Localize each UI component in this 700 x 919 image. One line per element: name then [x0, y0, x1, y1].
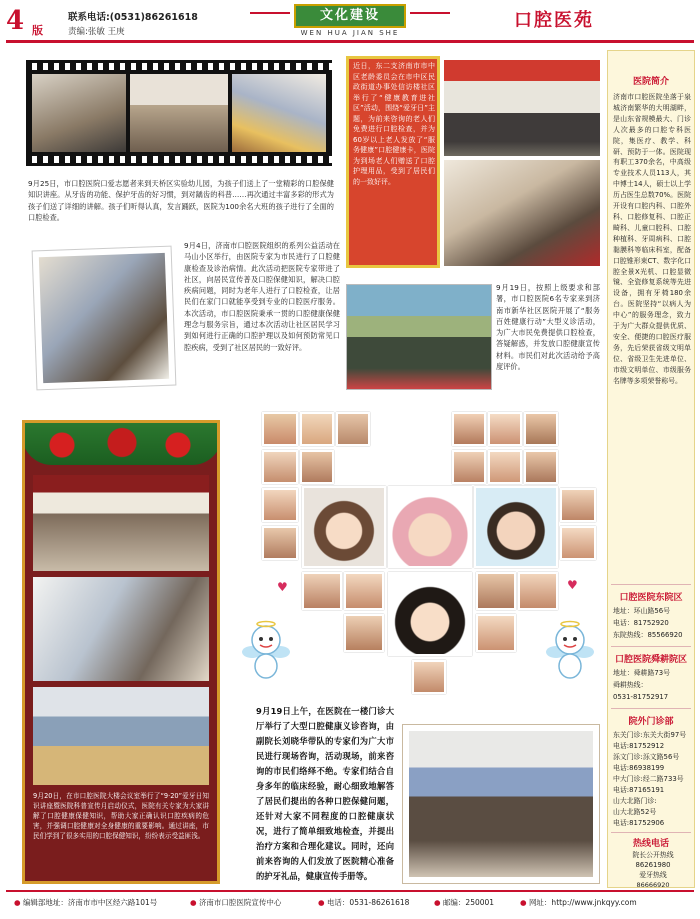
kid-photo [488, 450, 522, 484]
heart-icon: ♥ [277, 580, 288, 594]
kid-photo [476, 572, 516, 610]
footer-sponsor-text: 济南市口腔医院宣传中心 [198, 898, 282, 907]
bullet-icon: ● [520, 898, 527, 907]
east-campus-address: 地址：环山路56号 [613, 607, 671, 615]
section-title: 文化建设 [294, 4, 406, 28]
bullet-icon: ● [318, 898, 325, 907]
film-perforation-top [26, 63, 332, 70]
kid-photo [452, 412, 486, 446]
shungeng-hotline-label: 舜耕热线： [613, 681, 648, 689]
angel-tooth-mascot-left-icon [240, 618, 292, 684]
kid-portrait-large [302, 486, 386, 568]
clinic-line: 电话:81752906 [613, 819, 665, 827]
angel-tooth-mascot-right-icon [544, 618, 596, 684]
kid-photo [302, 572, 342, 610]
footer-rule [6, 890, 694, 892]
bullet-icon: ● [434, 898, 441, 907]
clinic-line: 中大门诊:经二路733号 [613, 775, 684, 783]
footer-site-link[interactable]: 网址：http://www.jnkqyy.com [528, 898, 637, 907]
kid-photo [488, 412, 522, 446]
footer-post-text: 邮编：250001 [442, 898, 495, 907]
consult-hall-photo [409, 731, 593, 877]
hotline-line: 86261980 [635, 861, 671, 869]
clinic-line: 山大北路门诊: [613, 797, 657, 805]
community-photo-image [39, 253, 169, 383]
service-lecture-photo [33, 475, 209, 571]
kid-portrait-large [388, 486, 472, 568]
kid-photo [560, 488, 596, 522]
footer-address [14, 897, 157, 908]
kid-photo [412, 660, 446, 694]
sidebar-divider [611, 646, 691, 647]
smile-kids-mosaic [232, 410, 602, 700]
clinic-line: 东关门诊:东关大街97号 [613, 731, 687, 739]
east-article-frame [346, 56, 440, 268]
east-campus-hotline: 东院热线：85566920 [613, 631, 683, 639]
header-rule [6, 40, 694, 43]
clinic-line: 电话:86938199 [613, 764, 665, 772]
kid-photo [336, 412, 370, 446]
elderly-checkup-photo [346, 284, 492, 390]
footer-site[interactable] [520, 897, 637, 908]
kid-photo [262, 488, 298, 522]
kid-photo [300, 450, 334, 484]
clinic-line: 山大北路52号 [613, 808, 657, 816]
footer-tel [318, 897, 409, 908]
shungeng-campus-address: 地址：舜耕路73号 [613, 669, 671, 677]
east-article: 近日，东二支济南市市中区老龄委员会在市中区民政街道办事处信访楼社区举行了“健康教育进社区”活动，围绕“爱牙日”主题，为前来咨询的老人们免费进行口腔检查，并为60岁以上老人发放了“服务健康”口腔健康卡，医院为到场老人们赠送了口腔护理用品，受到了居民们的一致好评。 [353, 62, 435, 186]
east-campus-title: 口腔医院东院区 [619, 593, 683, 603]
kid-photo [300, 412, 334, 446]
shungeng-hotline-number: 0531-81752917 [613, 693, 669, 701]
page-number-suffix: 版 [32, 24, 43, 37]
footer-tel-text: 电话：0531-86261618 [326, 898, 410, 907]
kid-photo [560, 526, 596, 560]
kid-photo [344, 614, 384, 652]
kid-photo [262, 450, 298, 484]
film-perforation-bottom [26, 156, 332, 163]
elderly-article: 9月19日，按照上级要求和部署，市口腔医院6名专家来到济南市新华社区医院开展了“服务百姓健康行动”大型义诊活动，为广大市民免费提供口腔检查，答疑解惑，并发放口腔健康宣传材料。市民们对此次活动给予高度评价。 [496, 283, 600, 372]
service-group-photo [33, 687, 209, 785]
kindergarten-photo-1 [32, 74, 126, 152]
contact-phone: 联系电话:(0531)86261618 [68, 12, 198, 23]
page-number: 4 [6, 6, 25, 36]
sidebar-intro-title: 医院简介 [632, 77, 669, 87]
hotline-line: 爱牙热线 [639, 871, 667, 879]
clinic-line: 泺文门诊:泺文路56号 [613, 753, 680, 761]
footer-address-text: 编辑部地址：济南市市中区经六路101号 [22, 898, 158, 907]
kid-photo [476, 614, 516, 652]
kid-photo [262, 526, 298, 560]
clinics-title: 院外门诊部 [628, 717, 674, 727]
service-checkup-photo [33, 577, 209, 681]
hotline-line: 86666920 [636, 881, 670, 889]
bullet-icon: ● [190, 898, 197, 907]
community-photo-tilted [32, 246, 177, 391]
kindergarten-photo-3 [232, 74, 326, 152]
clinic-line: 电话:81752912 [613, 742, 665, 750]
hotline-line: 院长公开热线 [632, 851, 674, 859]
kindergarten-article: 9月25日，市口腔医院口爱志愿者来到天桥区实验幼儿园，为孩子们送上了一堂精彩的口腔保健知识讲座。从牙齿的功能、保护牙齿的好习惯，到对龋齿的科普……再次通过丰富多彩的形式为孩子们送了详细的讲解。孩子们听得认真，发言踊跃，医院为100余名大班的孩子进行了全面的口腔检查。 [28, 179, 334, 222]
bullet-icon: ● [14, 898, 21, 907]
footer-post [434, 897, 494, 908]
kid-photo [524, 412, 558, 446]
kid-photo [524, 450, 558, 484]
kid-photo [344, 572, 384, 610]
service-article: 9月20日，在市口腔医院大楼会议室举行了“9·20”爱牙日知识讲座暨医院科普宣传月启动仪式，医院有关专家为大家讲解了口腔健康保健知识，帮助大家正确认识口腔疾病的危害，并强调口腔健康对全身健康的重要影响。通过讲座，市民们学到了很多实用的口腔保健知识，纷纷表示受益匪浅。 [33, 792, 209, 840]
editor-names: 责编:张敏 王庚 [68, 27, 125, 37]
kindergarten-filmstrip [26, 60, 332, 166]
sidebar-intro-text: 济南市口腔医院坐落于泉城济南繁华的大明湖畔，是山东省规模最大、门诊人次最多的口腔专科医院，集医疗、教学、科研、预防于一体。医院现有职工370余名，中高级专业技术人员113人，其中博士14人，硕士以上学历占医生总数70%。医院开设有口腔内科、口腔外科、口腔修复科、口腔正畸科、儿童口腔科、口腔种植科、牙周病科、口腔黏膜科等临床科室，配备口腔锥形束CT、数字化口腔全景X光机、口腔显微镜、全瓷修复系统等先进设备，拥有牙椅180余台。医院坚持“以病人为中心”的服务理念，致力于为广大群众提供优质、安全、便捷的口腔医疗服务，先后荣获省级文明单位、省级卫生先进单位、市级文明单位、市级服务名牌等多项荣誉称号。 [613, 93, 691, 385]
section-pinyin: WEN HUA JIAN SHE [300, 29, 400, 37]
service-collage-frame [22, 420, 220, 884]
community-article: 9月4日，济南市口腔医院组织的系列公益活动在马山小区举行，由医院专家为市民进行了口腔健康检查及诊治病情。此次活动把医院专家带进了社区，向居民宣传普及口腔保健知识，解决口腔疾病问题，同时为老年人进行了口腔检查，让居民们在家门口就能享受到专业的口腔医疗服务。本次活动，市口腔医院秉承一贯的口腔健康保健理念与服务宗旨，通过本次活动让社区居民学习到如何进行正确的口腔护理以及如何预防常见口腔疾病，受到了社区居民的一致好评。 [184, 241, 340, 352]
header-ornament-right [410, 12, 450, 14]
clinic-line: 电话:87165191 [613, 786, 665, 794]
east-ceremony-photo [444, 60, 600, 156]
kid-portrait-large [474, 486, 558, 568]
kid-portrait-center [388, 572, 472, 656]
consult-article: 9月19日上午，在医院在一楼门诊大厅举行了大型口腔健康义诊咨询，由副院长刘晓华带队的专家们为广大市民进行现场咨询，活动现场，前来咨询的市民们络绎不绝。专家们结合自身多年的临床经验，耐心细致地解答了居民们提出的各种口腔保健问题，还针对大家不同程度的口腔健康状况，进行了简单细致地检查，并提出治疗方案和合理化建议。同时，还向前来咨询的人们发放了医院精心准备的护牙礼品，健康宣传手册等。 [256, 706, 394, 881]
hotline-title: 热线电话 [632, 839, 669, 849]
sidebar-divider [611, 832, 691, 833]
heart-icon: ♥ [567, 578, 578, 592]
consult-photo-frame [402, 724, 600, 884]
kid-photo [518, 572, 558, 610]
header-ornament-left [250, 12, 290, 14]
kid-photo [452, 450, 486, 484]
sidebar-divider [611, 708, 691, 709]
shungeng-campus-title: 口腔医院舜耕院区 [614, 655, 687, 665]
kid-photo [262, 412, 298, 446]
footer-sponsor [190, 897, 281, 908]
brand-title: 口腔医苑 [514, 10, 594, 31]
east-checkup-photo [444, 160, 600, 266]
east-campus-phone: 电话：81752920 [613, 619, 669, 627]
sidebar-divider [611, 584, 691, 585]
poinsettia-garland [22, 420, 220, 465]
kindergarten-photo-2 [130, 74, 228, 152]
